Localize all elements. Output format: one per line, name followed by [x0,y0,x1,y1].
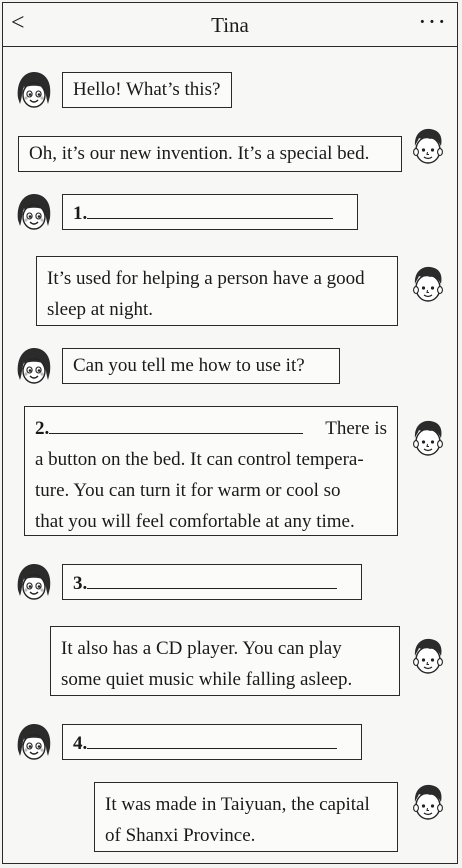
boy-avatar-icon [406,416,450,460]
message-bubble-7 [62,564,362,600]
boy-avatar-icon [406,634,450,678]
message-line: ture. You can turn it for warm or cool so [35,480,341,501]
answer-blank-4[interactable] [87,728,337,749]
boy-face-icon [406,780,450,824]
boy-face-icon [406,634,450,678]
message-line: of Shanxi Province. [105,825,256,846]
message-line: sleep at night. [47,299,154,320]
message-bubble-10 [94,782,398,852]
girl-avatar-icon [12,68,56,112]
message-bubble-5 [62,348,340,384]
boy-face-icon [406,262,450,306]
message-text: Oh, it’s our new invention. It’s a special bed. [29,143,370,164]
chat-title: Tina [211,13,249,37]
girl-face-icon [12,720,56,764]
message-line: a button on the bed. It can control tempera- [35,449,364,470]
answer-blank-2[interactable] [49,413,303,434]
message-line: It was made in Taiyuan, the capital [105,794,370,815]
girl-avatar-icon [12,720,56,764]
girl-avatar-icon [12,190,56,234]
more-options-icon[interactable]: ··· [418,7,447,36]
boy-face-icon [406,124,450,168]
boy-avatar-icon [406,262,450,306]
blank-number: 2. [35,418,50,439]
message-bubble-1 [62,72,232,108]
girl-face-icon [12,560,56,604]
girl-face-icon [12,68,56,112]
message-text: Can you tell me how to use it? [73,355,305,376]
chat-header [3,3,457,47]
message-bubble-6 [24,406,398,536]
message-line: that you will feel comfortable at any time. [35,511,355,532]
girl-avatar-icon [12,560,56,604]
message-line: It also has a CD player. You can play [61,638,342,659]
girl-face-icon [12,190,56,234]
message-bubble-9 [62,724,362,760]
message-text: Hello! What’s this? [73,79,221,100]
back-chevron-icon[interactable]: < [11,10,25,36]
blank-number: 1. [73,203,88,224]
answer-blank-1[interactable] [87,198,333,219]
message-bubble-3 [62,194,358,230]
message-bubble-8 [50,626,400,696]
message-line: some quiet music while falling asleep. [61,669,353,690]
answer-blank-3[interactable] [87,568,337,589]
girl-avatar-icon [12,344,56,388]
message-line: It’s used for helping a person have a good [47,268,365,289]
blank-number: 3. [73,573,88,594]
boy-avatar-icon [406,780,450,824]
boy-avatar-icon [406,124,450,168]
girl-face-icon [12,344,56,388]
blank-number: 4. [73,733,88,754]
boy-face-icon [406,416,450,460]
message-bubble-4 [36,256,398,326]
message-text: There is [325,418,387,439]
message-bubble-2 [18,136,402,172]
